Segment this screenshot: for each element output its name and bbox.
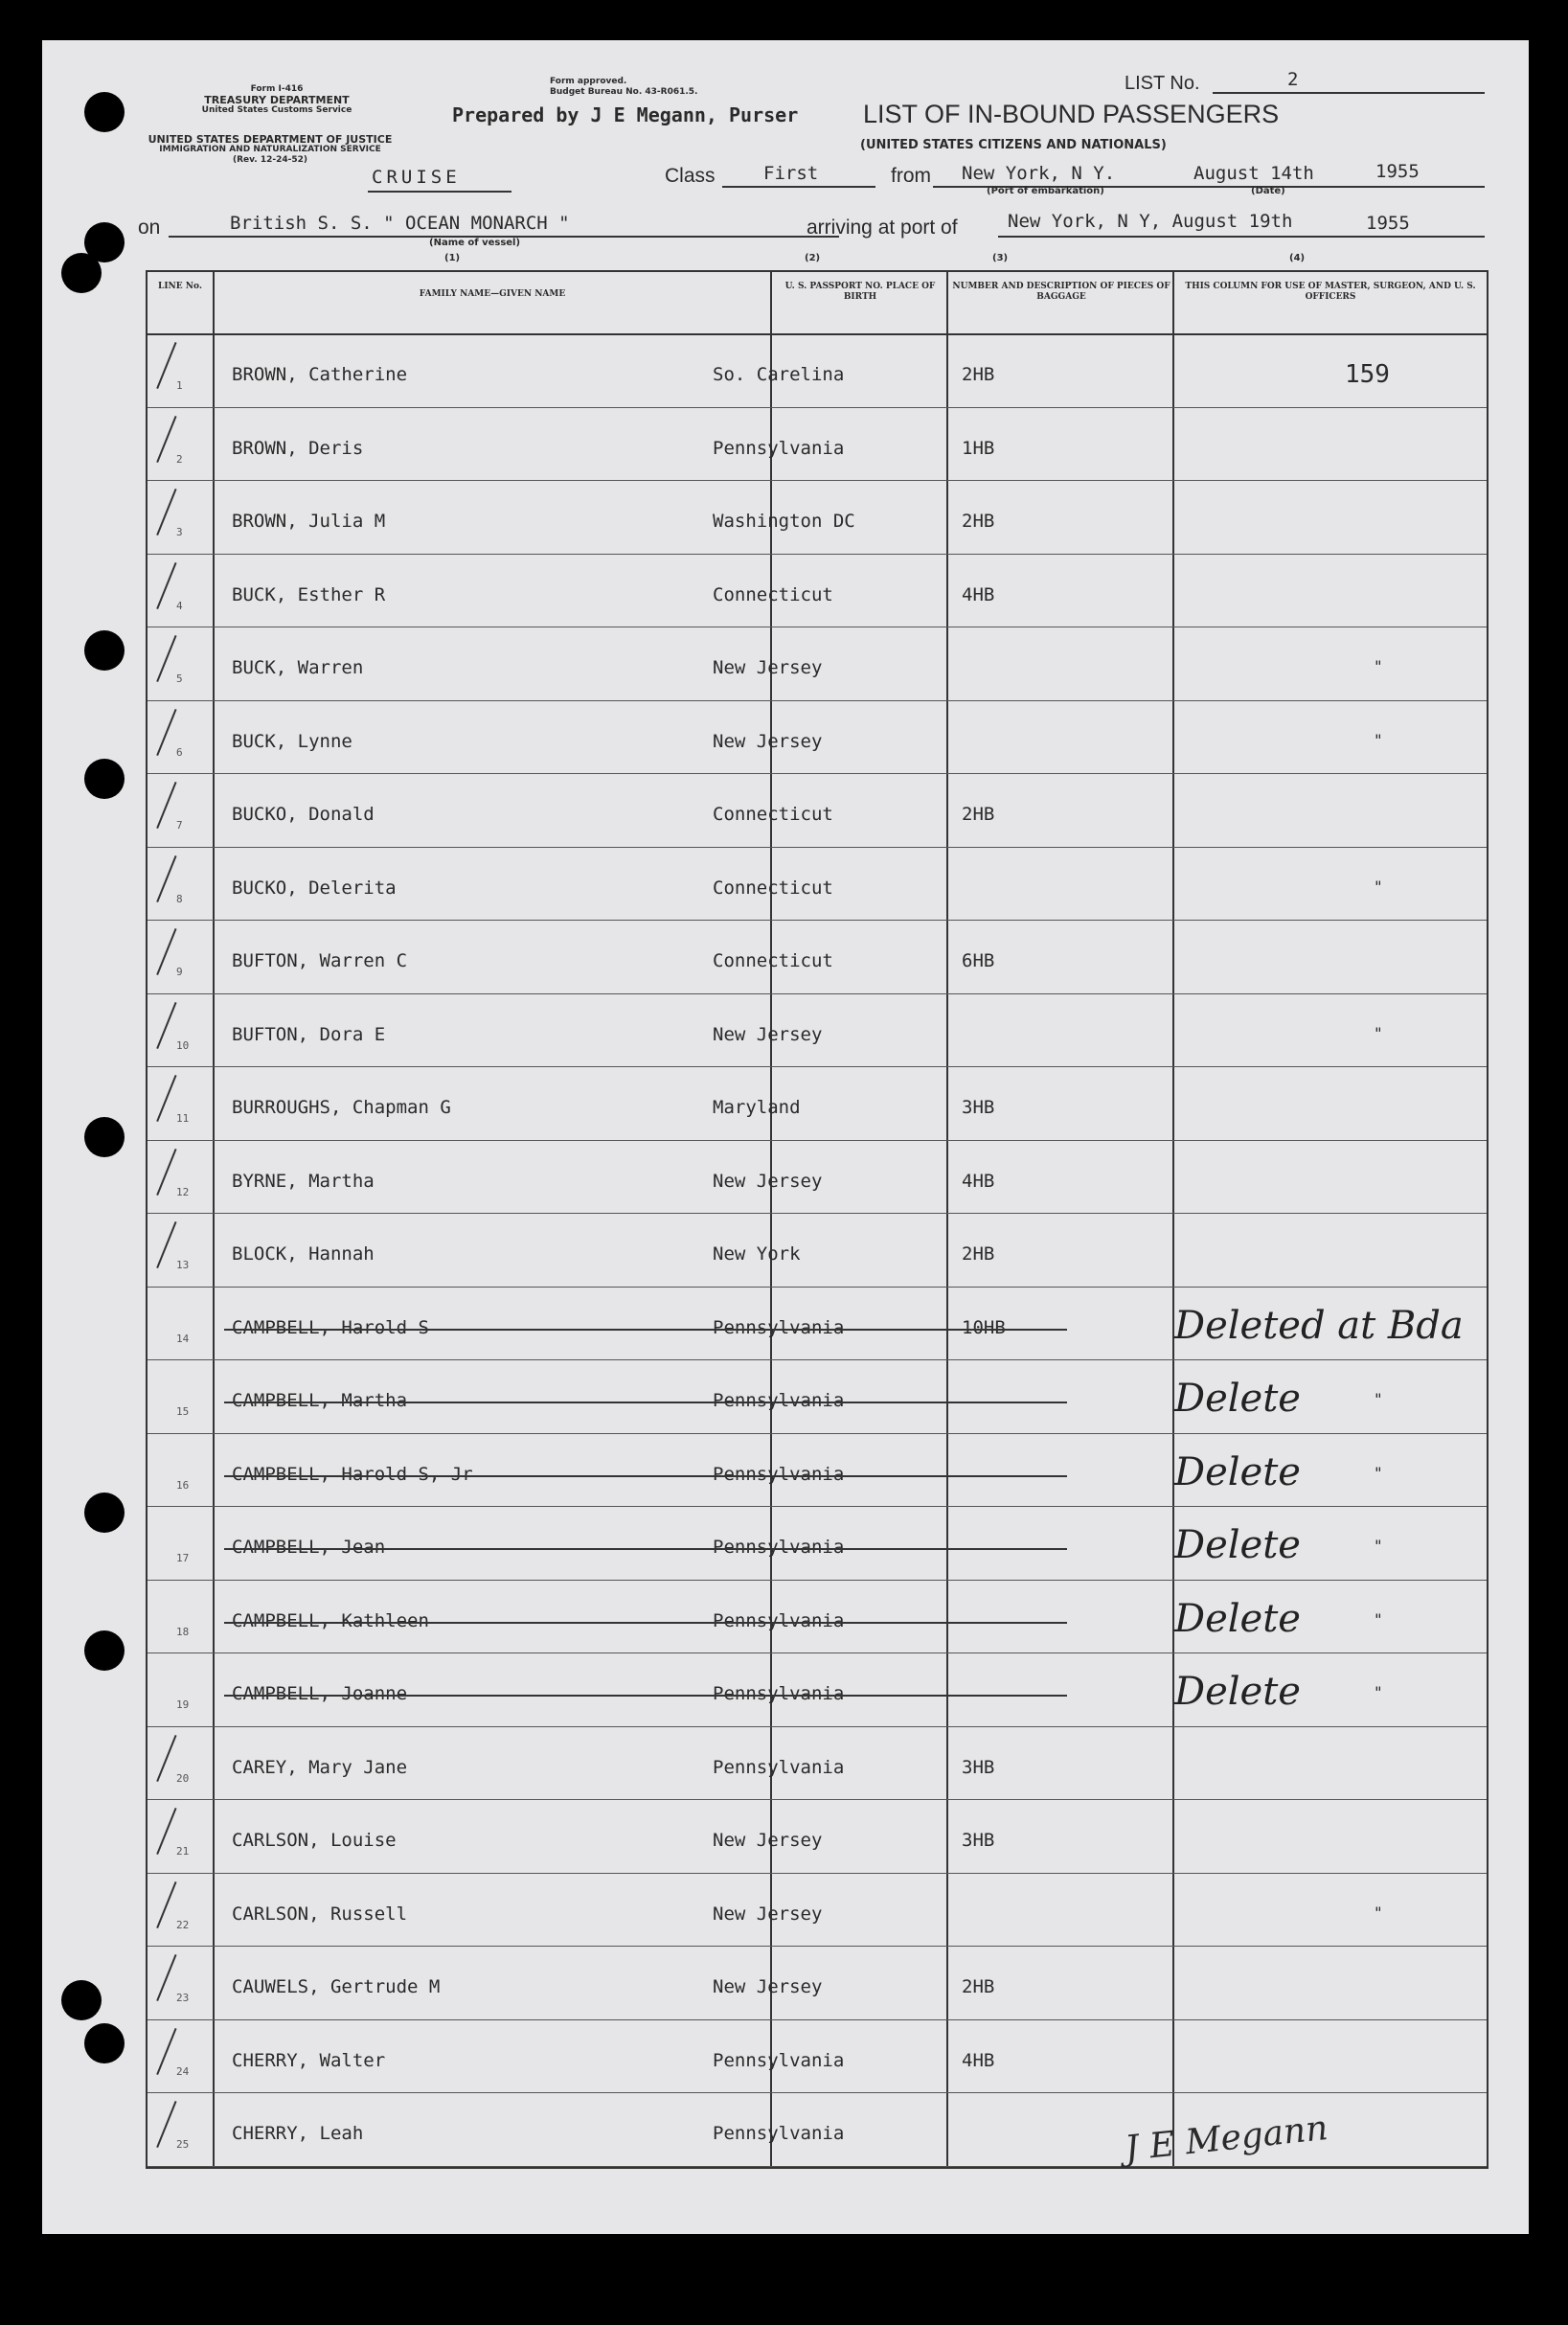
place-of-birth: New Jersey — [713, 1170, 823, 1192]
vessel-caption: (Name of vessel) — [429, 238, 521, 248]
from-label: from — [891, 165, 931, 187]
check-mark — [156, 342, 198, 398]
passenger-name: CAMPBELL, Kathleen — [232, 1609, 429, 1631]
table-row — [148, 1873, 1487, 1948]
check-mark — [156, 2028, 198, 2084]
table-row — [148, 2019, 1487, 2094]
table-row — [148, 1213, 1487, 1288]
line-number: 9 — [176, 966, 183, 978]
passenger-name: CAMPBELL, Jean — [232, 1537, 386, 1558]
officer-note: Delete — [1174, 1596, 1301, 1641]
strike-through — [224, 1475, 1067, 1477]
on-label: on — [138, 217, 161, 239]
table-row — [148, 333, 1487, 408]
line-number: 1 — [176, 379, 183, 392]
place-of-birth: Pennsylvania — [713, 1390, 845, 1411]
form-block — [176, 84, 377, 116]
ditto-mark: " — [1374, 1537, 1383, 1555]
from-caption: (Port of embarkation) — [987, 186, 1104, 196]
line-number: 7 — [176, 819, 183, 832]
ditto-mark: " — [1374, 1903, 1383, 1922]
ditto-mark: " — [1374, 1463, 1383, 1482]
header-line-no: LINE No. — [158, 282, 202, 291]
passenger-name: BYRNE, Martha — [232, 1170, 375, 1192]
arriving-label: arriving at port of — [807, 217, 958, 239]
place-of-birth: New Jersey — [713, 657, 823, 678]
line-number: 20 — [176, 1771, 190, 1785]
stamp-number: 159 — [1345, 360, 1390, 389]
check-mark — [156, 562, 198, 618]
place-of-birth: Connecticut — [713, 877, 833, 899]
passenger-name: CARLSON, Louise — [232, 1830, 397, 1851]
ditto-mark: " — [1374, 877, 1383, 896]
from-value: New York, N Y. — [962, 163, 1116, 184]
budget-bureau: Budget Bureau No. 43-R061.5. — [550, 87, 698, 97]
punch-hole — [84, 2023, 125, 2063]
passenger-name: BUCK, Lynne — [232, 730, 352, 752]
check-mark — [156, 1221, 198, 1277]
treasury-dept: TREASURY DEPARTMENT — [204, 94, 350, 106]
table-row — [148, 920, 1487, 994]
strike-through — [224, 1695, 1067, 1697]
place-of-birth: Pennsylvania — [713, 437, 845, 459]
line-number: 19 — [176, 1698, 190, 1711]
check-mark — [156, 782, 198, 837]
passenger-name: CAMPBELL, Joanne — [232, 1683, 408, 1704]
punch-hole — [84, 92, 125, 132]
list-no-label: LIST No. — [1125, 73, 1200, 94]
subtitle: (UNITED STATES CITIZENS AND NATIONALS) — [860, 138, 1167, 152]
place-of-birth: Connecticut — [713, 950, 833, 971]
passenger-name: CHERRY, Leah — [232, 2123, 364, 2144]
passenger-table — [146, 270, 1488, 2169]
punch-hole — [84, 759, 125, 799]
col-marker-1: (1) — [444, 253, 461, 263]
passenger-name: BLOCK, Hannah — [232, 1243, 375, 1265]
prepared-by: Prepared by J E Megann, Purser — [452, 103, 799, 126]
header-name: FAMILY NAME—GIVEN NAME — [419, 289, 566, 299]
baggage: 2HB — [962, 1976, 995, 1997]
passenger-name: CARLSON, Russell — [232, 1903, 408, 1925]
line-number: 24 — [176, 2064, 190, 2078]
baggage: 2HB — [962, 511, 995, 532]
passenger-name: BUCKO, Donald — [232, 804, 375, 825]
table-row — [148, 1140, 1487, 1215]
line-number: 11 — [176, 1112, 190, 1125]
baggage: 10HB — [962, 1316, 1006, 1338]
place-of-birth: Maryland — [713, 1097, 801, 1118]
baggage: 3HB — [962, 1097, 995, 1118]
check-mark — [156, 489, 198, 544]
place-of-birth: New York — [713, 1243, 801, 1265]
place-of-birth: Connecticut — [713, 583, 833, 605]
baggage: 6HB — [962, 950, 995, 971]
strike-through — [224, 1548, 1067, 1550]
place-of-birth: New Jersey — [713, 1023, 823, 1045]
punch-hole — [84, 1630, 125, 1671]
place-of-birth: New Jersey — [713, 730, 823, 752]
line-number: 16 — [176, 1478, 190, 1492]
form-number: Form I-416 — [250, 84, 304, 94]
place-of-birth: Pennsylvania — [713, 1316, 845, 1338]
officer-note: Delete — [1174, 1670, 1301, 1714]
check-mark — [156, 1954, 198, 2010]
col-marker-4: (4) — [1289, 253, 1306, 263]
passenger-name: BUFTON, Dora E — [232, 1023, 386, 1045]
place-of-birth: New Jersey — [713, 1976, 823, 1997]
header-officers: THIS COLUMN FOR USE OF MASTER, SURGEON, AND U. S. OFFICERS — [1185, 282, 1476, 302]
baggage: 2HB — [962, 1243, 995, 1265]
passenger-name: BURROUGHS, Chapman G — [232, 1097, 451, 1118]
table-row — [148, 1726, 1487, 1801]
baggage: 3HB — [962, 1756, 995, 1778]
class-value: First — [763, 163, 819, 184]
ditto-mark: " — [1374, 1683, 1383, 1701]
strike-through — [224, 1329, 1067, 1331]
check-mark — [156, 1075, 198, 1130]
check-mark — [156, 709, 198, 764]
passenger-name: BROWN, Julia M — [232, 511, 386, 532]
table-row — [148, 407, 1487, 482]
class-label: Class — [665, 165, 716, 187]
baggage: 2HB — [962, 804, 995, 825]
place-of-birth: So. Carelina — [713, 364, 845, 385]
line-number: 5 — [176, 672, 183, 685]
check-mark — [156, 2101, 198, 2156]
place-of-birth: Connecticut — [713, 804, 833, 825]
baggage: 4HB — [962, 2049, 995, 2071]
line-number: 10 — [176, 1038, 190, 1052]
date-caption: (Date) — [1251, 186, 1285, 196]
ditto-mark: " — [1374, 1390, 1383, 1408]
line-number: 21 — [176, 1845, 190, 1858]
passenger-name: BROWN, Catherine — [232, 364, 408, 385]
punch-hole — [61, 1980, 102, 2020]
line-number: 3 — [176, 526, 183, 538]
col-marker-3: (3) — [992, 253, 1009, 263]
ditto-mark: " — [1374, 657, 1383, 675]
document-title: LIST OF IN-BOUND PASSENGERS — [863, 100, 1280, 128]
table-header — [148, 272, 1487, 335]
table-row — [148, 1946, 1487, 2020]
table-row — [148, 1287, 1487, 1361]
place-of-birth: Pennsylvania — [713, 1683, 845, 1704]
baggage: 2HB — [962, 364, 995, 385]
table-row — [148, 1066, 1487, 1141]
col-marker-2: (2) — [805, 253, 821, 263]
header-passport: U. S. PASSPORT NO. PLACE OF BIRTH — [784, 282, 936, 302]
line-number: 12 — [176, 1185, 190, 1198]
customs-service: United States Customs Service — [201, 105, 352, 115]
check-mark — [156, 1735, 198, 1790]
table-row — [148, 1359, 1487, 1434]
table-row — [148, 627, 1487, 701]
table-row — [148, 1506, 1487, 1581]
signature: J E Megann — [1123, 2108, 1330, 2170]
strike-through — [224, 1622, 1067, 1624]
justice-block — [146, 134, 395, 166]
arrival-year: 1955 — [1366, 213, 1410, 234]
table-row — [148, 700, 1487, 775]
table-row — [148, 1580, 1487, 1654]
punch-hole — [84, 630, 125, 671]
passenger-name: BROWN, Deris — [232, 437, 364, 459]
place-of-birth: New Jersey — [713, 1903, 823, 1925]
arrival-value: New York, N Y, August 19th — [1008, 211, 1293, 232]
table-row — [148, 993, 1487, 1068]
cruise-label: CRUISE — [372, 167, 461, 188]
line-number: 23 — [176, 1992, 190, 2004]
approval-block — [550, 77, 697, 98]
table-row — [148, 1799, 1487, 1874]
table-row — [148, 773, 1487, 848]
table-row — [148, 554, 1487, 628]
officer-note: Delete — [1174, 1523, 1301, 1567]
passenger-name: CAMPBELL, Harold S — [232, 1316, 429, 1338]
line-number: 22 — [176, 1918, 190, 1931]
vessel-name: British S. S. " OCEAN MONARCH " — [230, 213, 570, 234]
line-number: 13 — [176, 1259, 190, 1271]
place-of-birth: Pennsylvania — [713, 1609, 845, 1631]
header-baggage: NUMBER AND DESCRIPTION OF PIECES OF BAGGAGE — [952, 282, 1170, 302]
passenger-name: BUFTON, Warren C — [232, 950, 408, 971]
document-page — [42, 40, 1529, 2234]
table-row — [148, 1433, 1487, 1508]
check-mark — [156, 1149, 198, 1204]
passenger-name: CAREY, Mary Jane — [232, 1756, 408, 1778]
passenger-name: CAUWELS, Gertrude M — [232, 1976, 441, 1997]
ditto-mark: " — [1374, 1023, 1383, 1042]
check-mark — [156, 1808, 198, 1863]
place-of-birth: New Jersey — [713, 1830, 823, 1851]
passenger-name: BUCK, Esther R — [232, 583, 386, 605]
line-number: 25 — [176, 2138, 190, 2151]
line-number: 4 — [176, 599, 183, 612]
passenger-name: BUCK, Warren — [232, 657, 364, 678]
place-of-birth: Pennsylvania — [713, 1756, 845, 1778]
check-mark — [156, 635, 198, 691]
officer-note: Delete — [1174, 1449, 1301, 1494]
revision: (Rev. 12-24-52) — [233, 155, 307, 165]
list-no: 2 — [1287, 69, 1299, 90]
check-mark — [156, 928, 198, 984]
year-value: 1955 — [1375, 161, 1420, 182]
ditto-mark: " — [1374, 1609, 1383, 1629]
ditto-mark: " — [1374, 730, 1383, 749]
line-number: 2 — [176, 452, 183, 466]
passenger-name: CAMPBELL, Harold S, Jr — [232, 1463, 473, 1485]
place-of-birth: Pennsylvania — [713, 1463, 845, 1485]
passenger-name: CAMPBELL, Martha — [232, 1390, 408, 1411]
date-value: August 14th — [1193, 163, 1314, 184]
line-number: 17 — [176, 1552, 190, 1564]
check-mark — [156, 416, 198, 471]
approval-line: Form approved. — [550, 77, 627, 86]
place-of-birth: Pennsylvania — [713, 2123, 845, 2144]
punch-hole — [84, 1493, 125, 1533]
baggage: 4HB — [962, 1170, 995, 1192]
line-number: 15 — [176, 1405, 190, 1418]
ins-service: IMMIGRATION AND NATURALIZATION SERVICE — [159, 145, 381, 154]
baggage: 3HB — [962, 1830, 995, 1851]
justice-dept: UNITED STATES DEPARTMENT OF JUSTICE — [148, 133, 393, 146]
punch-hole — [61, 253, 102, 293]
passenger-name: BUCKO, Delerita — [232, 877, 397, 899]
strike-through — [224, 1402, 1067, 1403]
table-row — [148, 847, 1487, 922]
line-number: 8 — [176, 892, 183, 905]
place-of-birth: Pennsylvania — [713, 1537, 845, 1558]
line-number: 14 — [176, 1332, 190, 1345]
check-mark — [156, 1002, 198, 1058]
baggage: 1HB — [962, 437, 995, 459]
place-of-birth: Pennsylvania — [713, 2049, 845, 2071]
passenger-name: CHERRY, Walter — [232, 2049, 386, 2071]
punch-hole — [84, 1117, 125, 1157]
check-mark — [156, 1881, 198, 1937]
table-row — [148, 1653, 1487, 1727]
line-number: 6 — [176, 745, 183, 759]
table-row — [148, 480, 1487, 555]
baggage: 4HB — [962, 583, 995, 605]
officer-note: Delete — [1174, 1377, 1301, 1421]
line-number: 18 — [176, 1625, 190, 1638]
officer-note: Deleted at Bda — [1174, 1303, 1464, 1348]
check-mark — [156, 855, 198, 911]
place-of-birth: Washington DC — [713, 511, 855, 532]
